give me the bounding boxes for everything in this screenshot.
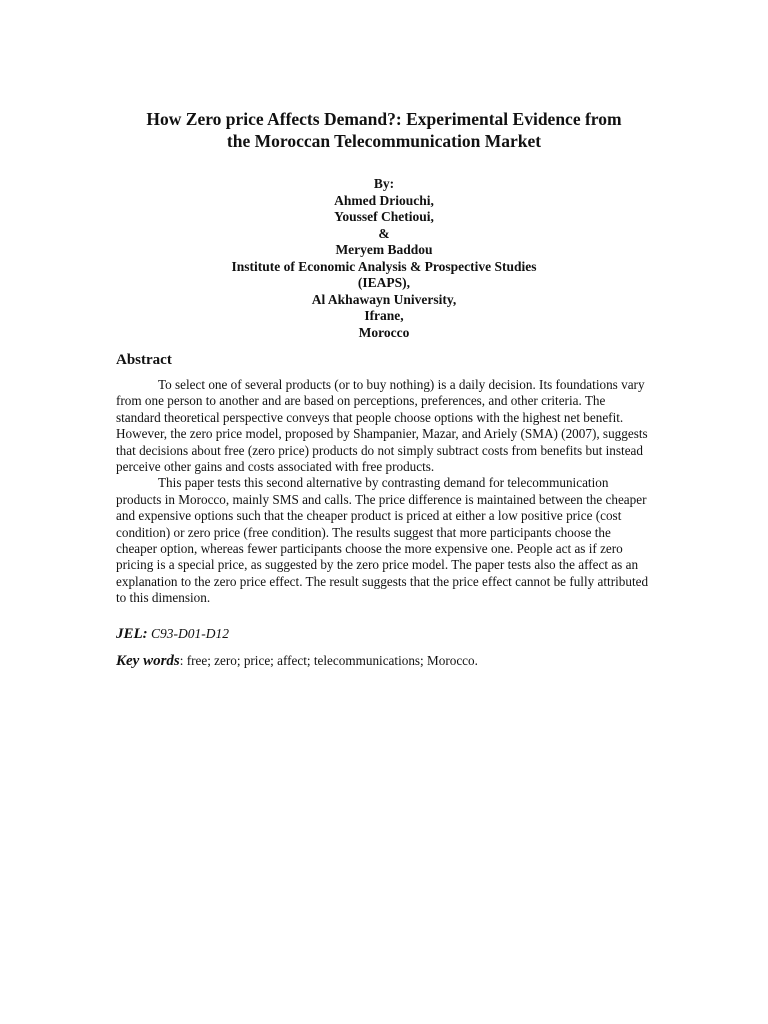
abstract-paragraph: To select one of several products (or to buy nothing) is a daily decision. Its foundations vary from one person to another and are based on perceptions, preferences, and other criteria. The standard theoretical perspective conveys that people choose options with the highest net benefit. However, the zero price model, proposed by Shampanier, Mazar, and Ariely (SMA) (2007), suggests that decisions about free (zero price) products do not simply subtract costs from benefits but instead perceive other gains and costs associated with free products.: [116, 377, 648, 475]
author-name: Meryem Baddou: [335, 242, 433, 257]
affiliation-acronym: (IEAPS),: [357, 275, 411, 290]
abstract-paragraph: This paper tests this second alternative by contrasting demand for telecommunication products in Morocco, mainly SMS and calls. The price difference is maintained between the cheaper and expensive options such that the cheaper product is priced at either a low positive price (cost condition) or zero price (free condition). The results suggest that more participants choose the cheaper option, whereas fewer participants choose the more expensive one. People act as if zero pricing is a special price, as suggested by the zero price model. The paper tests also the affect as an explanation to the zero price effect. The result suggests that the price effect cannot be fully attributed to this dimension.: [116, 475, 649, 606]
title-line-2: the Moroccan Telecommunication Market: [226, 131, 542, 151]
jel-codes: [116, 625, 652, 643]
author-name: Youssef Chetioui,: [334, 209, 434, 224]
paper-page: [116, 108, 652, 670]
jel-label: JEL:: [116, 625, 148, 642]
affiliation-country: Morocco: [358, 324, 410, 340]
affiliation-university: Al Akhawayn University,: [311, 291, 457, 307]
author-name: Ahmed Driouchi,: [334, 192, 434, 208]
keywords: [116, 652, 652, 670]
abstract-body: [116, 377, 652, 607]
abstract-heading: Abstract: [116, 352, 172, 368]
ampersand: &: [378, 225, 390, 241]
paper-title: [116, 108, 652, 152]
title-line-1: How Zero price Affects Demand?: Experimental Evidence from: [146, 109, 622, 129]
affiliation-city: Ifrane,: [364, 308, 404, 323]
by-label: By:: [373, 176, 395, 191]
jel-value: C93-D01-D12: [151, 625, 230, 641]
keywords-label: Key words: [116, 652, 180, 669]
author-block: [116, 176, 652, 341]
affiliation-institute: Institute of Economic Analysis & Prospective Studies: [231, 258, 537, 274]
keywords-value: : free; zero; price; affect; telecommunications; Morocco.: [179, 652, 478, 668]
